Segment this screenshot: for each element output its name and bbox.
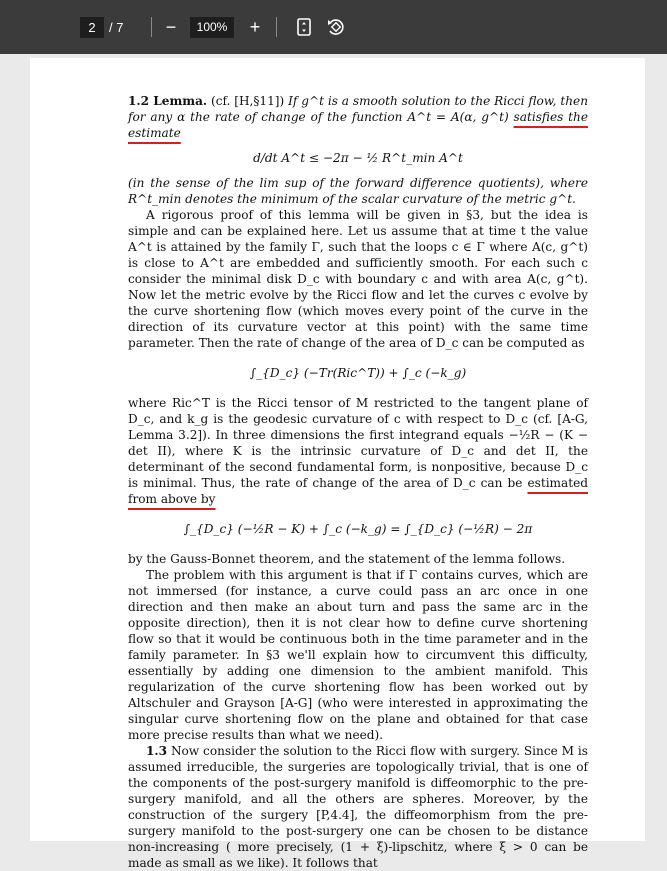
toolbar-divider [276,17,277,37]
toolbar-divider [151,17,152,37]
zoom-out-button[interactable]: − [165,17,177,37]
ricci-text: where Ric^T is the Ricci tensor of M restricted to the tangent plane of D_c, and k_g is the geodesic curvature of c with respect to D_c (cf. [A-G, Lemma 3.2]). In three dimensions the first integrand equals −½R − (K − det II), where K is the intrinsic curvature of D_c and det II, the determinant of the second fundamental form, is nonpositive, because D_c is minimal. Thus, the rate of change of the area of D_c can be [128,396,588,490]
lemma-paragraph [128,93,588,141]
pdf-page [30,58,645,870]
section-1-3-text: Now consider the solution to the Ricci flow with surgery. Since M is assumed irreducible, the surgeries are topologically trivial, that is one of the components of the post-surgery manifold is diffeomorphic to the pre-surgery manifold, and all the others are spheres. Moreover, by the construction of the surgery [P,4.4], the diffeomorphism from the pre-surgery manifold to the post-surgery one can be chosen to be distance non-increasing ( more precisely, (1 + ξ)-lipschitz, where ξ > 0 can be made as small as we like). It follows that [128,744,588,870]
fit-page-button[interactable] [294,14,314,40]
lemma-heading: 1.2 Lemma. [128,94,208,108]
zoom-in-button[interactable]: + [249,17,261,37]
problem-paragraph: The problem with this argument is that if Γ contains curves, which are not immersed (for instance, a curve could pass an arc once in one direction and then make an about turn and pass the same arc in the opposite direction), then it is not clear how to define curve shortening flow so that it would be continuous both in the time parameter and in the family parameter. In §3 we'll explain how to circumvent this difficulty, essentially by adding one dimension to the ambient manifold. This regularization of the curve shortening flow has been worked out by Altschuler and Grayson [A-G] (who were interested in approximating the singular curve shortening flow on the plane and obtained for that case more precise results than what we need). [128,568,588,742]
proof-paragraph: A rigorous proof of this lemma will be given in §3, but the idea is simple and can be explained here. Let us assume that at time t the value A^t is attained by the family Γ, such that the loops c ∈ Γ where A(c, g^t) is close to A^t are embedded and sufficiently smooth. For each such c consider the minimal disk D_c with boundary c and with area A(c, g^t). Now let the metric evolve by the Ricci flow and let the curves c evolve by the curve shortening flow (which moves every point of the curve in the direction of its curvature vector at this point) with the same time parameter. Then the rate of change of the area of D_c can be computed as [128,208,588,350]
equation-estimate: d/dt A^t ≤ −2π − ½ R^t_min A^t [253,151,463,165]
section-1-3-paragraph [128,743,588,871]
pdf-toolbar [0,0,667,54]
lemma-citation: (cf. [H,§11]) [207,94,285,108]
page-text [128,93,588,871]
estimate-highlight: estimated from above by [128,476,588,506]
equation-area-rate: ∫_{D_c} (−Tr(Ric^T)) + ∫_c (−k_g) [249,366,467,380]
rotate-icon [326,17,346,37]
fit-page-icon [297,18,311,36]
ricci-paragraph [128,395,588,507]
lemma-statement: If g^t is a smooth solution to the Ricci flow, then for any α the rate of change of the function A^t = A(α, g^t) [128,94,588,124]
rotate-button[interactable] [325,14,347,40]
gauss-bonnet-paragraph: by the Gauss-Bonnet theorem, and the statement of the lemma follows. [128,552,566,566]
equation-gauss-bonnet: ∫_{D_c} (−½R − K) + ∫_c (−k_g) = ∫_{D_c} (−½R) − 2π [183,522,533,536]
page-total: / 7 [109,20,124,35]
section-number: 1.3 [146,744,168,758]
lemma-highlight: satisfies the estimate [128,110,588,140]
zoom-level-field[interactable]: 100% [190,17,234,38]
page-number-input[interactable]: 2 [80,17,104,38]
lemma-continuation: (in the sense of the lim sup of the forward difference quotients), where R^t_min denotes the minimum of the scalar curvature of the metric g^t. [128,176,588,206]
